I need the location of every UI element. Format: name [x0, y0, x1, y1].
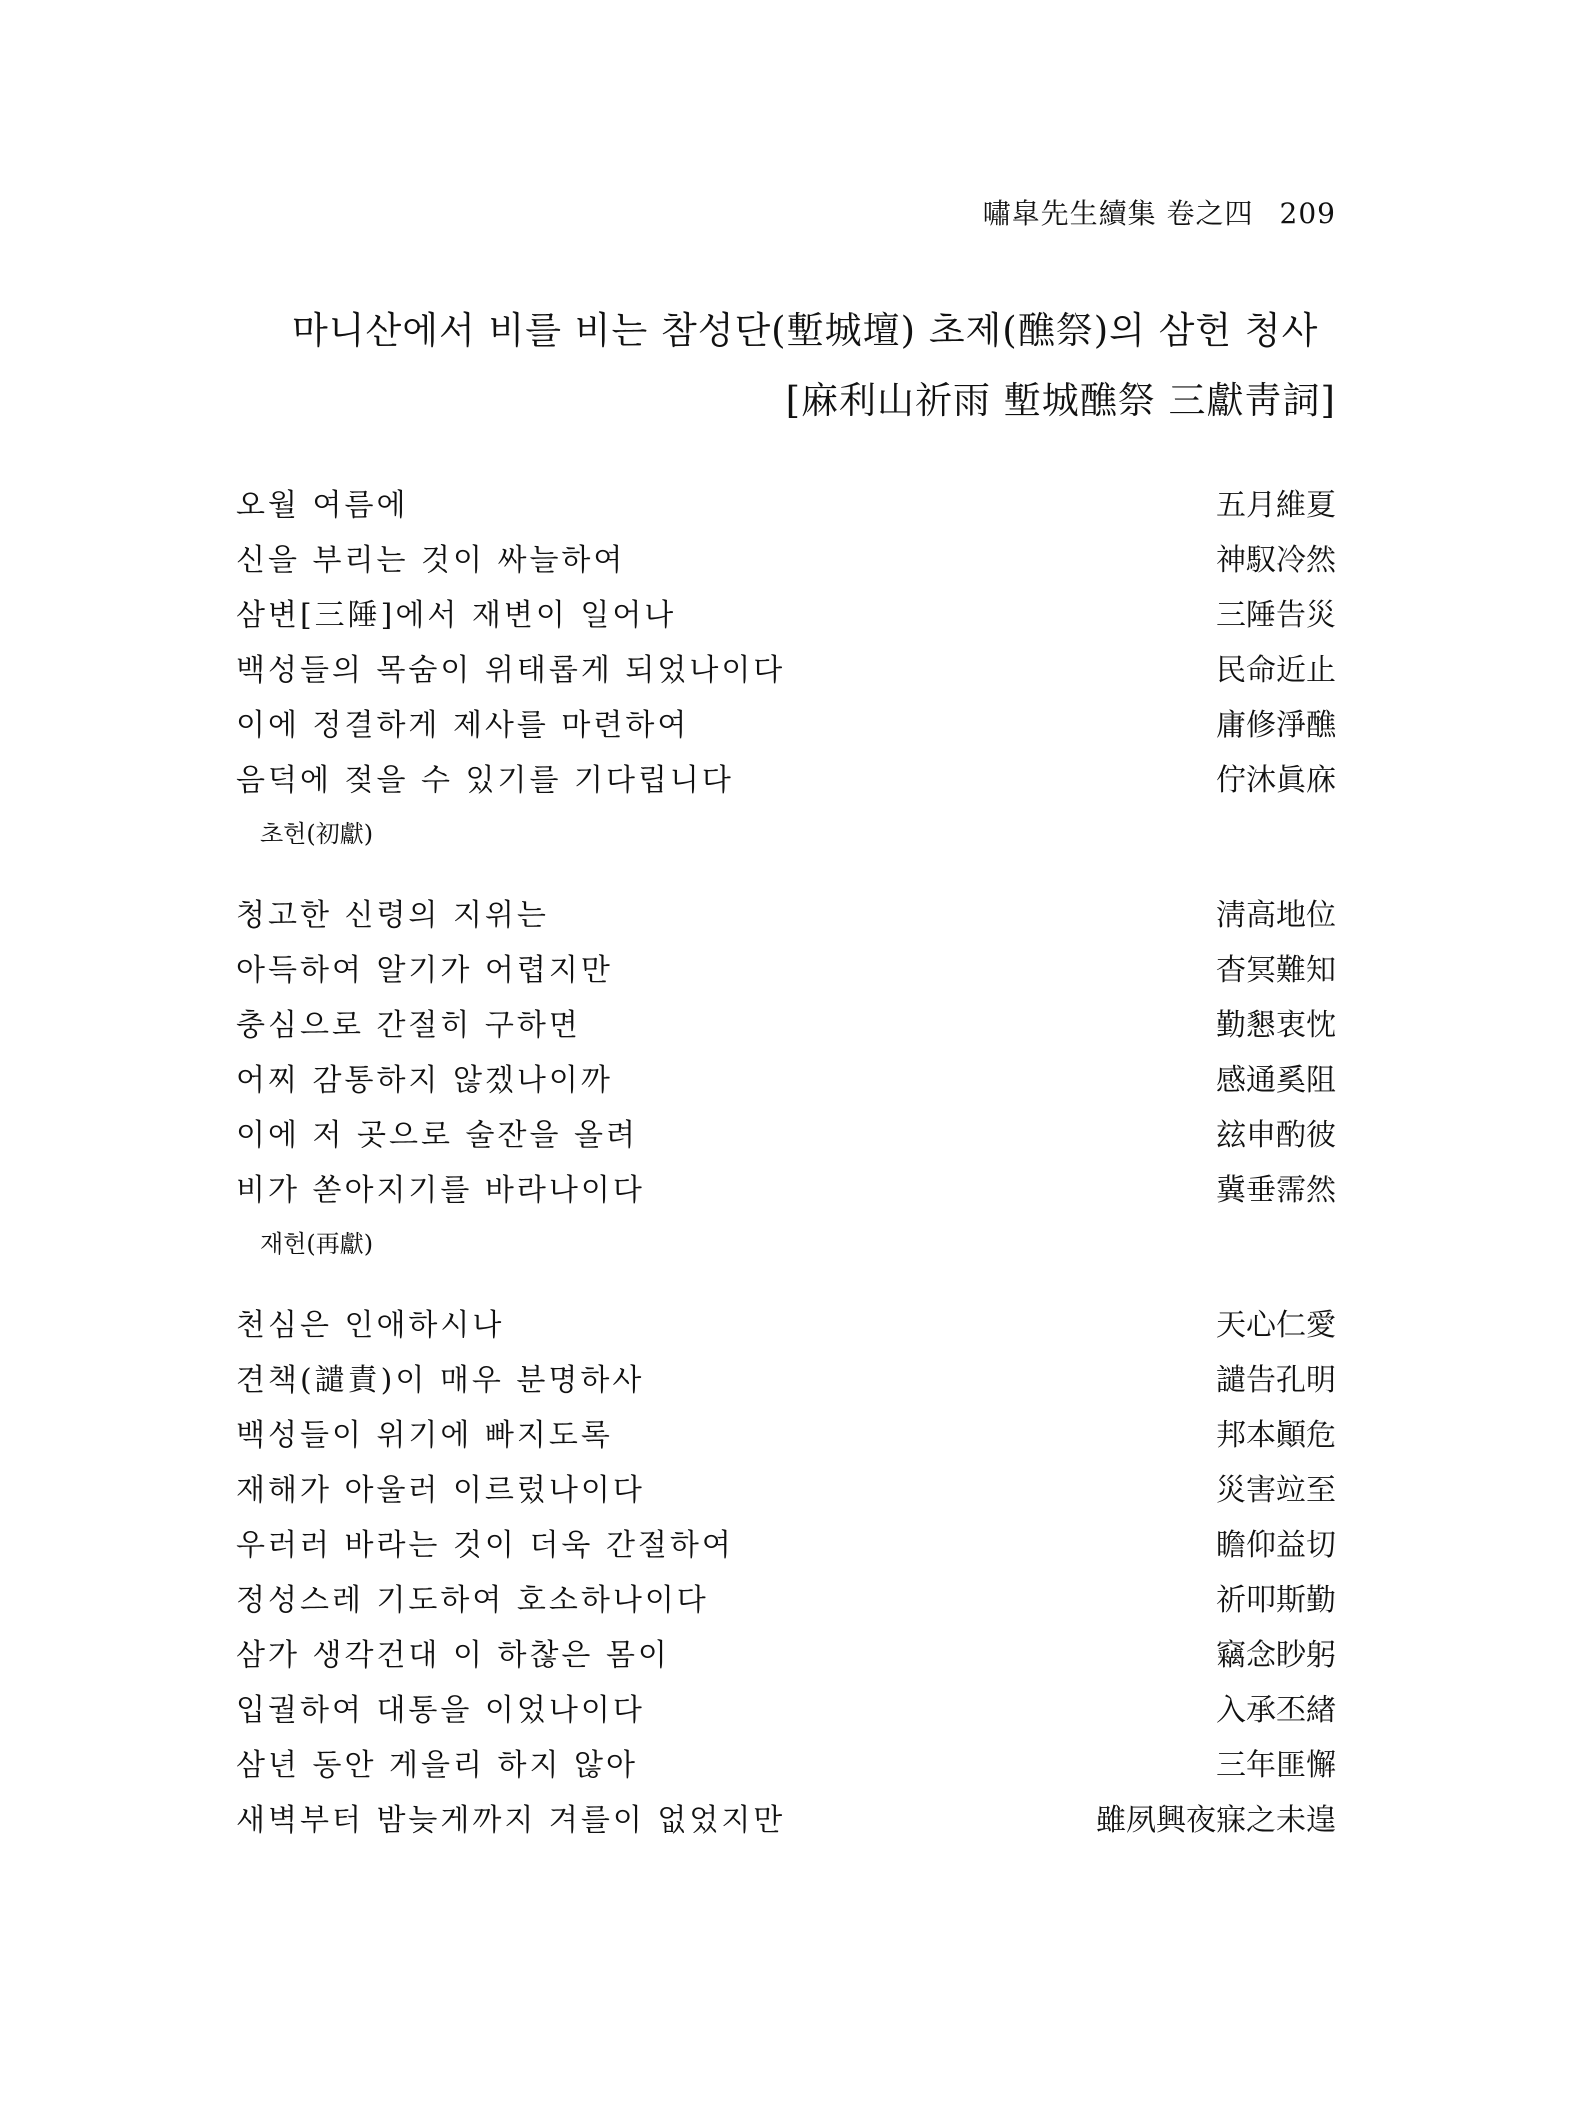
verse-line	[236, 1740, 1336, 1795]
verse-hanja: 入承丕緖	[1216, 1693, 1336, 1728]
verse-korean: 천심은 인애하시나	[236, 1308, 505, 1343]
verse-hanja: 邦本顚危	[1216, 1418, 1336, 1453]
verse-korean: 입궐하여 대통을 이었나이다	[236, 1693, 645, 1728]
verse-korean: 견책(譴責)이 매우 분명하사	[236, 1363, 645, 1398]
verse-korean: 어찌 감통하지 않겠나이까	[236, 1063, 613, 1098]
verse-line	[236, 1055, 1336, 1110]
verse-hanja: 天心仁愛	[1216, 1308, 1336, 1343]
verse-korean: 우러러 바라는 것이 더욱 간절하여	[236, 1528, 734, 1563]
verse-hanja: 神馭冷然	[1216, 543, 1336, 578]
stanza-note: 초헌(初獻)	[260, 820, 374, 848]
verse-korean: 청고한 신령의 지위는	[236, 898, 549, 933]
verse-hanja: 勤懇衷忱	[1216, 1008, 1336, 1043]
verse-line	[236, 890, 1336, 945]
stanza	[236, 480, 1336, 850]
poem-title-block	[236, 300, 1336, 424]
poem-body	[236, 480, 1336, 1890]
verse-hanja: 雖夙興夜寐之未遑	[1096, 1803, 1336, 1838]
verse-korean: 삼가 생각건대 이 하찮은 몸이	[236, 1638, 670, 1673]
verse-hanja: 佇沐眞庥	[1216, 763, 1336, 798]
verse-line	[236, 755, 1336, 810]
stanza-note: 재헌(再獻)	[260, 1230, 374, 1258]
verse-hanja: 災害竝至	[1216, 1473, 1336, 1508]
verse-hanja: 玆申酌彼	[1216, 1118, 1336, 1153]
verse-line	[236, 1520, 1336, 1575]
verse-line	[236, 1630, 1336, 1685]
verse-line	[236, 590, 1336, 645]
verse-korean: 신을 부리는 것이 싸늘하여	[236, 543, 626, 578]
verse-hanja: 三年匪懈	[1216, 1748, 1336, 1783]
verse-korean: 음덕에 젖을 수 있기를 기다립니다	[236, 763, 734, 798]
poem-title-korean: 마니산에서 비를 비는 참성단(塹城壇) 초제(醮祭)의 삼헌 청사	[292, 309, 1319, 352]
verse-korean: 이에 정결하게 제사를 마련하여	[236, 708, 690, 743]
verse-hanja: 杳冥難知	[1216, 953, 1336, 988]
verse-korean: 백성들이 위기에 빠지도록	[236, 1418, 613, 1453]
verse-line	[236, 1685, 1336, 1740]
book-title: 嘯皐先生續集 卷之四	[982, 197, 1254, 230]
verse-line	[236, 1300, 1336, 1355]
verse-line	[236, 945, 1336, 1000]
verse-line	[236, 1355, 1336, 1410]
verse-korean: 삼년 동안 게을리 하지 않아	[236, 1748, 638, 1783]
verse-hanja: 三陲告災	[1216, 598, 1336, 633]
page-number: 209	[1279, 197, 1336, 230]
verse-hanja: 感通奚阻	[1216, 1063, 1336, 1098]
stanza	[236, 890, 1336, 1260]
verse-korean: 정성스레 기도하여 호소하나이다	[236, 1583, 709, 1618]
verse-hanja: 五月維夏	[1216, 488, 1336, 523]
poem-title-hanja: [麻利山祈雨 塹城醮祭 三獻靑詞]	[785, 379, 1336, 422]
verse-line	[236, 1795, 1336, 1850]
verse-hanja: 冀垂霈然	[1216, 1173, 1336, 1208]
verse-hanja: 民命近止	[1216, 653, 1336, 688]
verse-hanja: 譴告孔明	[1216, 1363, 1336, 1398]
verse-hanja: 瞻仰益切	[1216, 1528, 1336, 1563]
running-header	[983, 192, 1336, 232]
verse-line	[236, 1165, 1336, 1220]
verse-korean: 이에 저 곳으로 술잔을 올려	[236, 1118, 638, 1153]
verse-line	[236, 1000, 1336, 1055]
verse-line	[236, 645, 1336, 700]
verse-korean: 아득하여 알기가 어렵지만	[236, 953, 613, 988]
verse-hanja: 竊念眇躬	[1216, 1638, 1336, 1673]
stanza	[236, 1300, 1336, 1850]
verse-korean: 오월 여름에	[236, 488, 409, 523]
verse-line	[236, 1410, 1336, 1465]
verse-korean: 재해가 아울러 이르렀나이다	[236, 1473, 645, 1508]
verse-line	[236, 1575, 1336, 1630]
verse-line	[236, 1465, 1336, 1520]
verse-korean: 충심으로 간절히 구하면	[236, 1008, 581, 1043]
verse-line	[236, 480, 1336, 535]
verse-hanja: 庸修淨醮	[1216, 708, 1336, 743]
verse-korean: 삼변[三陲]에서 재변이 일어나	[236, 598, 677, 633]
verse-korean: 비가 쏟아지기를 바라나이다	[236, 1173, 645, 1208]
verse-line	[236, 700, 1336, 755]
verse-line	[236, 1110, 1336, 1165]
verse-hanja: 淸高地位	[1216, 898, 1336, 933]
verse-line	[236, 535, 1336, 590]
verse-hanja: 祈叩斯勤	[1216, 1583, 1336, 1618]
verse-korean: 새벽부터 밤늦게까지 겨를이 없었지만	[236, 1803, 786, 1838]
verse-korean: 백성들의 목숨이 위태롭게 되었나이다	[236, 653, 786, 688]
